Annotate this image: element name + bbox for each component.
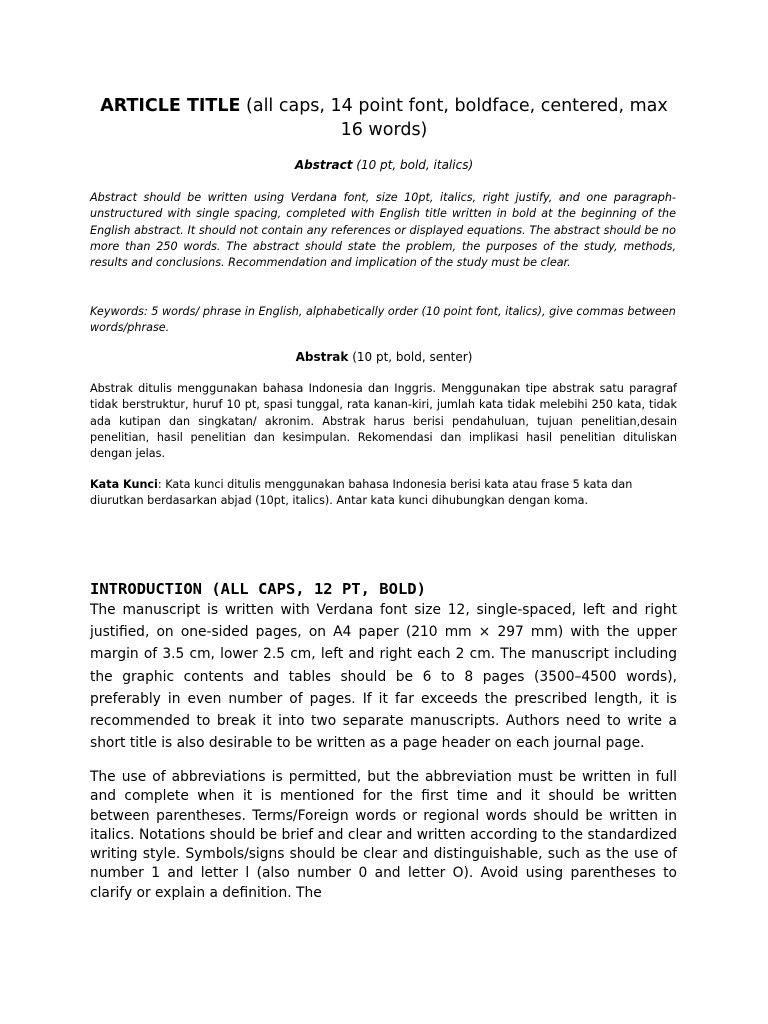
kata-kunci <box>90 477 677 510</box>
introduction-paragraph-2: The use of abbreviations is permitted, but the abbreviation must be written in full and complete when it is mentioned for the first time and it should be written between parentheses. Terms/Foreign words or regional words should be written in italics. Notations should be brief and clear and written according to the standardized writing style. Symbols/signs should be clear and distinguishable, such as the use of number 1 and letter l (also number 0 and letter O). Avoid using parentheses to clarify or explain a definition. The <box>90 769 677 901</box>
abstract-heading <box>90 158 678 172</box>
introduction-heading: INTRODUCTION (ALL CAPS, 12 PT, BOLD) <box>90 580 426 598</box>
abstract-heading-note: (10 pt, bold, italics) <box>352 158 474 172</box>
abstrak-heading <box>90 350 678 364</box>
article-title-main: ARTICLE TITLE <box>100 96 241 116</box>
article-title-note: (all caps, 14 point font, boldface, centered, max 16 words) <box>240 96 668 140</box>
abstrak-body: Abstrak ditulis menggunakan bahasa Indonesia dan Inggris. Menggunakan tipe abstrak satu paragraf tidak berstruktur, huruf 10 pt, spasi tunggal, rata kanan-kiri, jumlah kata tidak melebihi 250 kata, tidak ada kutipan dan singkatan/ akronim. Abstrak harus berisi pendahuluan, tujuan penelitian,desain penelitian, hasil penelitian dan kesimpulan. Rekomendasi dan implikasi hasil penelitian dituliskan dengan jelas. <box>90 382 677 461</box>
article-title <box>90 94 678 142</box>
abstrak-heading-label: Abstrak <box>295 350 349 364</box>
kata-kunci-label: Kata Kunci <box>90 478 158 491</box>
abstract-body: Abstract should be written using Verdana font, size 10pt, italics, right justify, and one paragraph-unstructured with single spacing, completed with English title written in bold at the beginning of the English abstract. It should not contain any references or displayed equations. The abstract should be no more than 250 words. The abstract should state the problem, the purposes of the study, methods, results and conclusions. Recommendation and implication of the study must be clear. <box>90 191 676 270</box>
abstract-keywords: Keywords: 5 words/ phrase in English, alphabetically order (10 point font, italics), give commas between words/phrase. <box>90 305 676 335</box>
abstract-heading-label: Abstract <box>294 158 353 172</box>
introduction-paragraph-1: The manuscript is written with Verdana font size 12, single-spaced, left and right justified, on one-sided pages, on A4 paper (210 mm × 297 mm) with the upper margin of 3.5 cm, lower 2.5 cm, left and right each 2 cm. The manuscript including the graphic contents and tables should be 6 to 8 pages (3500–4500 words), preferably in even number of pages. If it far exceeds the prescribed length, it is recommended to break it into two separate manuscripts. Authors need to write a short title is also desirable to be written as a page header on each journal page. <box>90 602 677 752</box>
kata-kunci-text: : Kata kunci ditulis menggunakan bahasa Indonesia berisi kata atau frase 5 kata dan diurutkan berdasarkan abjad (10pt, italics). Antar kata kunci dihubungkan dengan koma. <box>90 478 633 508</box>
abstrak-heading-note: (10 pt, bold, senter) <box>348 350 473 364</box>
